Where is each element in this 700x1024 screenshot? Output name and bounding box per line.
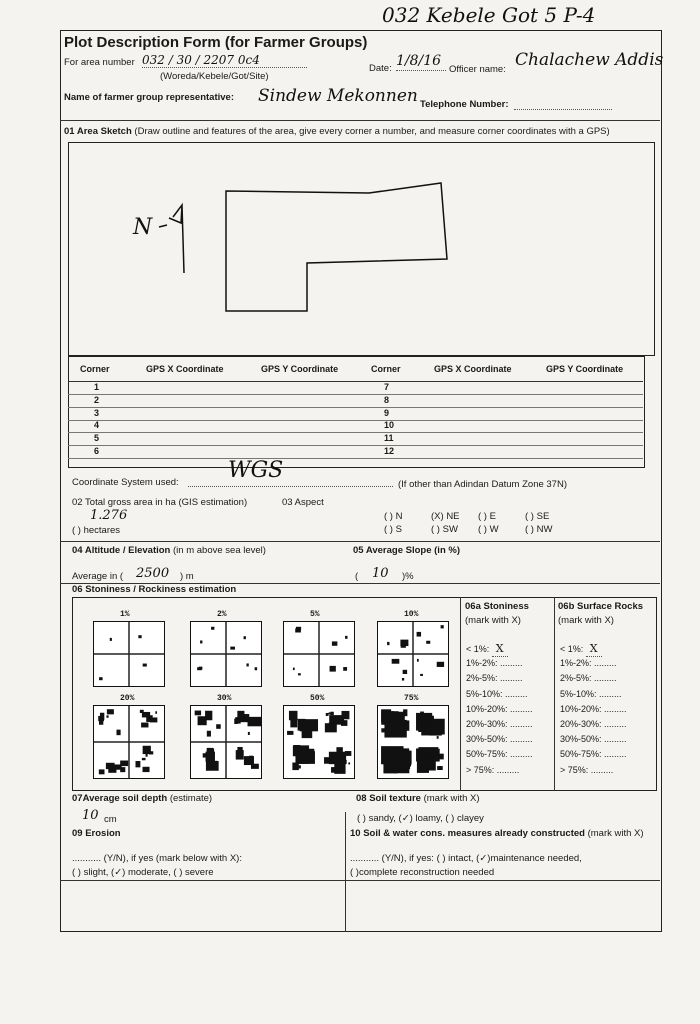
stone-mark bbox=[207, 748, 214, 755]
stone-mark bbox=[138, 635, 141, 638]
pattern-label: 1% bbox=[120, 610, 130, 619]
stone-mark bbox=[200, 719, 207, 725]
stoniness-pattern-5% bbox=[283, 621, 355, 687]
s10-title: 10 Soil & water cons. measures already constructed bbox=[350, 828, 585, 839]
corner-row[interactable] bbox=[68, 395, 643, 408]
stone-mark bbox=[211, 627, 214, 630]
s06a-level[interactable]: 30%-50%: ......... bbox=[466, 734, 533, 745]
aspect-option-sw[interactable]: ( ) SW bbox=[431, 524, 458, 535]
stone-mark bbox=[345, 636, 347, 639]
stone-mark bbox=[330, 666, 336, 672]
stone-mark bbox=[200, 640, 202, 643]
corner-row[interactable] bbox=[68, 446, 643, 459]
aspect-option-ne[interactable]: (X) NE bbox=[431, 511, 460, 522]
stone-mark bbox=[437, 736, 439, 739]
stone-mark bbox=[298, 673, 301, 675]
phone-label: Telephone Number: bbox=[420, 99, 509, 110]
divider bbox=[60, 120, 660, 121]
stone-mark bbox=[116, 730, 120, 736]
s02-unit[interactable]: ( ) hectares bbox=[72, 525, 121, 536]
s08-desc: (mark with X) bbox=[423, 793, 480, 804]
pattern-label: 10% bbox=[404, 610, 419, 619]
stone-mark bbox=[143, 767, 150, 772]
stone-mark bbox=[426, 641, 430, 644]
s04-desc: (in m above sea level) bbox=[173, 545, 266, 556]
corner-row[interactable] bbox=[68, 408, 643, 421]
pattern-label: 50% bbox=[310, 694, 325, 703]
pattern-label: 30% bbox=[217, 694, 232, 703]
s06b-hint: (mark with X) bbox=[558, 615, 614, 626]
stone-mark bbox=[386, 766, 389, 770]
corner-row[interactable] bbox=[68, 420, 643, 433]
phone-value[interactable] bbox=[514, 99, 612, 110]
stone-mark bbox=[324, 757, 330, 764]
rep-value[interactable]: Sindew Mekonnen bbox=[258, 86, 418, 106]
s06b-level[interactable]: 50%-75%: ......... bbox=[560, 749, 627, 760]
officer-value[interactable]: Chalachew Addis bbox=[515, 50, 664, 70]
s02-value[interactable]: 1.276 bbox=[90, 508, 128, 523]
stone-mark bbox=[142, 712, 150, 717]
stone-mark bbox=[99, 719, 103, 725]
stone-mark bbox=[329, 712, 331, 714]
s05-suffix: )% bbox=[402, 571, 414, 582]
s06a-hint: (mark with X) bbox=[465, 615, 521, 626]
s06a-level[interactable]: < 1%: X bbox=[466, 642, 508, 656]
coord-label: Coordinate System used: bbox=[72, 477, 179, 488]
stone-mark bbox=[420, 716, 425, 720]
rep-label: Name of farmer group representative: bbox=[64, 92, 234, 103]
stone-mark bbox=[348, 762, 350, 764]
north-arrow-icon bbox=[159, 205, 184, 273]
stoniness-pattern-30% bbox=[190, 705, 262, 779]
stone-mark bbox=[330, 712, 333, 715]
s06b-level[interactable]: 20%-30%: ......... bbox=[560, 719, 627, 729]
pattern-label: 5% bbox=[310, 610, 320, 619]
aspect-option-se[interactable]: ( ) SE bbox=[525, 511, 550, 522]
pattern-label: 20% bbox=[120, 694, 135, 703]
stoniness-pattern-75% bbox=[377, 705, 449, 779]
corner-number: 6 bbox=[94, 446, 100, 456]
s01-desc: (Draw outline and features of the area, give every corner a number, and measure corner coordinates with a GPS) bbox=[134, 126, 610, 137]
stone-mark bbox=[417, 659, 419, 662]
stone-mark bbox=[246, 663, 248, 666]
s10-yn[interactable]: ........... (Y/N), if yes: ( ) intact, (✓)maintenance needed, bbox=[350, 853, 582, 864]
s09-title: 09 Erosion bbox=[72, 828, 121, 839]
coord-dotted-line bbox=[188, 486, 393, 487]
date-value[interactable]: 1/8/16 bbox=[396, 53, 446, 71]
stone-mark bbox=[430, 749, 440, 762]
stone-mark bbox=[437, 766, 443, 770]
s05-value[interactable]: 10 bbox=[372, 566, 389, 581]
s06a-level[interactable]: 1%-2%: ......... bbox=[466, 658, 523, 669]
corner-row[interactable] bbox=[68, 433, 643, 446]
stoniness-pattern-2% bbox=[190, 621, 262, 687]
s04-title: 04 Altitude / Elevation bbox=[72, 545, 171, 556]
stone-mark bbox=[120, 760, 128, 766]
s05-title: 05 Average Slope (in %) bbox=[353, 545, 460, 556]
s10-desc: (mark with X) bbox=[587, 828, 644, 839]
stone-mark bbox=[299, 765, 301, 768]
s10-options[interactable]: ( )complete reconstruction needed bbox=[350, 867, 495, 878]
stone-mark bbox=[251, 764, 259, 769]
stone-mark bbox=[203, 753, 206, 757]
stone-mark bbox=[329, 723, 332, 726]
aspect-option-s[interactable]: ( ) S bbox=[384, 524, 402, 535]
stone-mark bbox=[106, 763, 115, 769]
stone-mark bbox=[387, 642, 389, 645]
stone-mark bbox=[420, 674, 423, 676]
handwritten-header-note: 032 Kebele Got 5 P-4 bbox=[382, 3, 596, 27]
s09-yn[interactable]: ........... (Y/N), if yes (mark below with X): bbox=[72, 853, 242, 864]
corner-number: 7 bbox=[384, 382, 390, 392]
pattern-label: 2% bbox=[217, 610, 227, 619]
stone-mark bbox=[300, 719, 318, 731]
corner-number: 4 bbox=[94, 420, 100, 431]
stone-mark bbox=[107, 709, 114, 714]
stone-mark bbox=[135, 761, 140, 767]
s08-options[interactable]: ( ) sandy, (✓) loamy, ( ) clayey bbox=[357, 813, 484, 824]
stone-mark bbox=[255, 667, 257, 670]
stone-mark bbox=[341, 720, 347, 726]
divider bbox=[460, 597, 461, 791]
s04-value[interactable]: 2500 bbox=[136, 566, 170, 581]
stone-mark bbox=[106, 715, 108, 717]
s07-unit: cm bbox=[104, 814, 117, 825]
stone-mark bbox=[237, 711, 244, 720]
s07-desc: (estimate) bbox=[169, 793, 213, 804]
stone-mark bbox=[99, 769, 105, 774]
stone-mark bbox=[244, 636, 246, 639]
stoniness-pattern-20% bbox=[93, 705, 165, 779]
s02-title: 02 Total gross area in ha (GIS estimation) bbox=[72, 497, 248, 508]
corner-number: 10 bbox=[384, 420, 395, 431]
stone-mark bbox=[437, 662, 444, 667]
corner-number: 11 bbox=[384, 433, 394, 444]
stone-mark bbox=[418, 724, 424, 732]
corner-number: 12 bbox=[384, 446, 395, 456]
stoniness-pattern-10% bbox=[377, 621, 449, 687]
s06b-level[interactable]: 5%-10%: ......... bbox=[560, 688, 622, 699]
stone-mark bbox=[418, 757, 429, 766]
form-title: Plot Description Form (for Farmer Groups) bbox=[64, 34, 368, 51]
stone-mark bbox=[343, 667, 347, 671]
plot-sketch bbox=[69, 143, 654, 355]
stone-mark bbox=[206, 761, 219, 771]
s06a-level[interactable]: 2%-5%: ......... bbox=[466, 673, 523, 684]
stone-mark bbox=[199, 667, 202, 670]
stone-mark bbox=[149, 751, 153, 754]
s06b-x-mark: X bbox=[586, 642, 602, 657]
divider bbox=[60, 880, 660, 881]
stone-mark bbox=[287, 731, 293, 735]
divider bbox=[345, 812, 346, 932]
stone-mark bbox=[441, 625, 444, 628]
s06b-level[interactable]: > 75%: ......... bbox=[560, 764, 614, 775]
sketch-area[interactable] bbox=[68, 142, 655, 356]
s09-options[interactable]: ( ) slight, (✓) moderate, ( ) severe bbox=[72, 867, 214, 878]
s06a-level[interactable]: 10%-20%: ......... bbox=[466, 703, 533, 714]
stone-mark bbox=[230, 647, 235, 650]
s07-title: 07Average soil depth bbox=[72, 793, 168, 804]
coord-value[interactable]: WGS bbox=[228, 458, 284, 483]
stone-mark bbox=[417, 632, 421, 637]
aspect-option-w[interactable]: ( ) W bbox=[478, 524, 499, 535]
corner-number: 2 bbox=[94, 394, 100, 405]
stone-mark bbox=[143, 664, 147, 667]
s06b-level[interactable]: 1%-2%: ......... bbox=[560, 658, 617, 669]
corner-number: 5 bbox=[94, 433, 100, 444]
stone-mark bbox=[419, 748, 424, 755]
stone-mark bbox=[402, 678, 404, 681]
stone-mark bbox=[341, 711, 349, 719]
stone-mark bbox=[336, 747, 342, 753]
corner-number: 3 bbox=[94, 407, 100, 418]
s06b-level[interactable]: 10%-20%: ......... bbox=[560, 703, 627, 714]
s06b-level[interactable]: < 1%: X bbox=[560, 642, 602, 656]
stone-mark bbox=[248, 732, 250, 735]
s03-title: 03 Aspect bbox=[282, 497, 324, 508]
aspect-option-e[interactable]: ( ) E bbox=[478, 511, 496, 522]
stone-mark bbox=[249, 756, 253, 762]
stone-mark bbox=[110, 638, 112, 641]
stone-mark bbox=[400, 640, 408, 646]
stone-mark bbox=[326, 713, 329, 716]
plot-outline bbox=[226, 183, 447, 311]
s06b-level[interactable]: 30%-50%: ......... bbox=[560, 734, 627, 745]
s06a-title: 06a Stoniness bbox=[465, 601, 529, 612]
stone-mark bbox=[142, 758, 146, 760]
stoniness-pattern-50% bbox=[283, 705, 355, 779]
stone-mark bbox=[248, 717, 262, 726]
stone-mark bbox=[216, 724, 221, 729]
stone-mark bbox=[207, 731, 211, 737]
s06a-level[interactable]: 5%-10%: ......... bbox=[466, 688, 528, 699]
stone-mark bbox=[141, 723, 148, 728]
s04-prefix: Average in ( bbox=[72, 571, 124, 582]
stone-mark bbox=[420, 712, 424, 715]
stone-mark bbox=[331, 767, 338, 773]
stone-mark bbox=[289, 711, 298, 720]
date-label: Date: bbox=[369, 63, 392, 74]
pattern-label: 75% bbox=[404, 694, 419, 703]
area-number-hint: (Woreda/Kebele/Got/Site) bbox=[160, 71, 269, 82]
s07-value[interactable]: 10 bbox=[82, 808, 99, 823]
sketch-north-label: N bbox=[133, 215, 153, 240]
stone-mark bbox=[403, 670, 407, 674]
stone-mark bbox=[392, 659, 400, 664]
stone-mark bbox=[332, 641, 337, 645]
stone-mark bbox=[293, 668, 295, 671]
corner-row[interactable] bbox=[68, 382, 643, 395]
s06a-level[interactable]: 20%-30%: ......... bbox=[466, 719, 533, 729]
stone-mark bbox=[345, 751, 351, 756]
officer-label: Officer name: bbox=[449, 64, 506, 75]
s06b-level[interactable]: 2%-5%: ......... bbox=[560, 673, 617, 684]
area-number-label: For area number bbox=[64, 57, 135, 68]
stone-mark bbox=[342, 760, 347, 764]
stone-mark bbox=[290, 720, 297, 728]
coord-note: (If other than Adindan Datum Zone 37N) bbox=[398, 479, 567, 490]
s08-title: 08 Soil texture bbox=[356, 793, 421, 804]
s06a-level[interactable]: 50%-75%: ......... bbox=[466, 749, 533, 760]
stone-mark bbox=[195, 711, 201, 716]
corner-number: 1 bbox=[94, 382, 100, 392]
s06-title: 06 Stoniness / Rockiness estimation bbox=[72, 584, 237, 595]
corner-number: 9 bbox=[384, 407, 390, 418]
divider bbox=[554, 597, 555, 791]
stone-mark bbox=[302, 731, 313, 738]
s06a-level[interactable]: > 75%: ......... bbox=[466, 764, 520, 775]
stone-mark bbox=[155, 711, 157, 714]
stone-mark bbox=[386, 722, 398, 735]
area-number-value[interactable]: 032 / 30 / 2207 0c4 bbox=[142, 53, 307, 68]
stoniness-pattern-1% bbox=[93, 621, 165, 687]
aspect-option-nw[interactable]: ( ) NW bbox=[525, 524, 553, 535]
s05-prefix: ( bbox=[355, 571, 359, 582]
s01-title: 01 Area Sketch bbox=[64, 126, 132, 137]
aspect-option-n[interactable]: ( ) N bbox=[384, 511, 403, 522]
s04-suffix: ) m bbox=[180, 571, 194, 582]
stone-mark bbox=[99, 677, 103, 680]
corner-table-header: Corner GPS X Coordinate GPS Y Coordinate Corner GPS X Coordinate GPS Y Coordinate bbox=[68, 364, 643, 382]
divider bbox=[60, 541, 660, 542]
stone-mark bbox=[299, 745, 309, 752]
s06a-x-mark: X bbox=[492, 642, 508, 657]
s06b-title: 06b Surface Rocks bbox=[558, 601, 644, 612]
stone-mark bbox=[296, 627, 301, 630]
corner-number: 8 bbox=[384, 394, 390, 405]
stone-mark bbox=[238, 755, 242, 757]
